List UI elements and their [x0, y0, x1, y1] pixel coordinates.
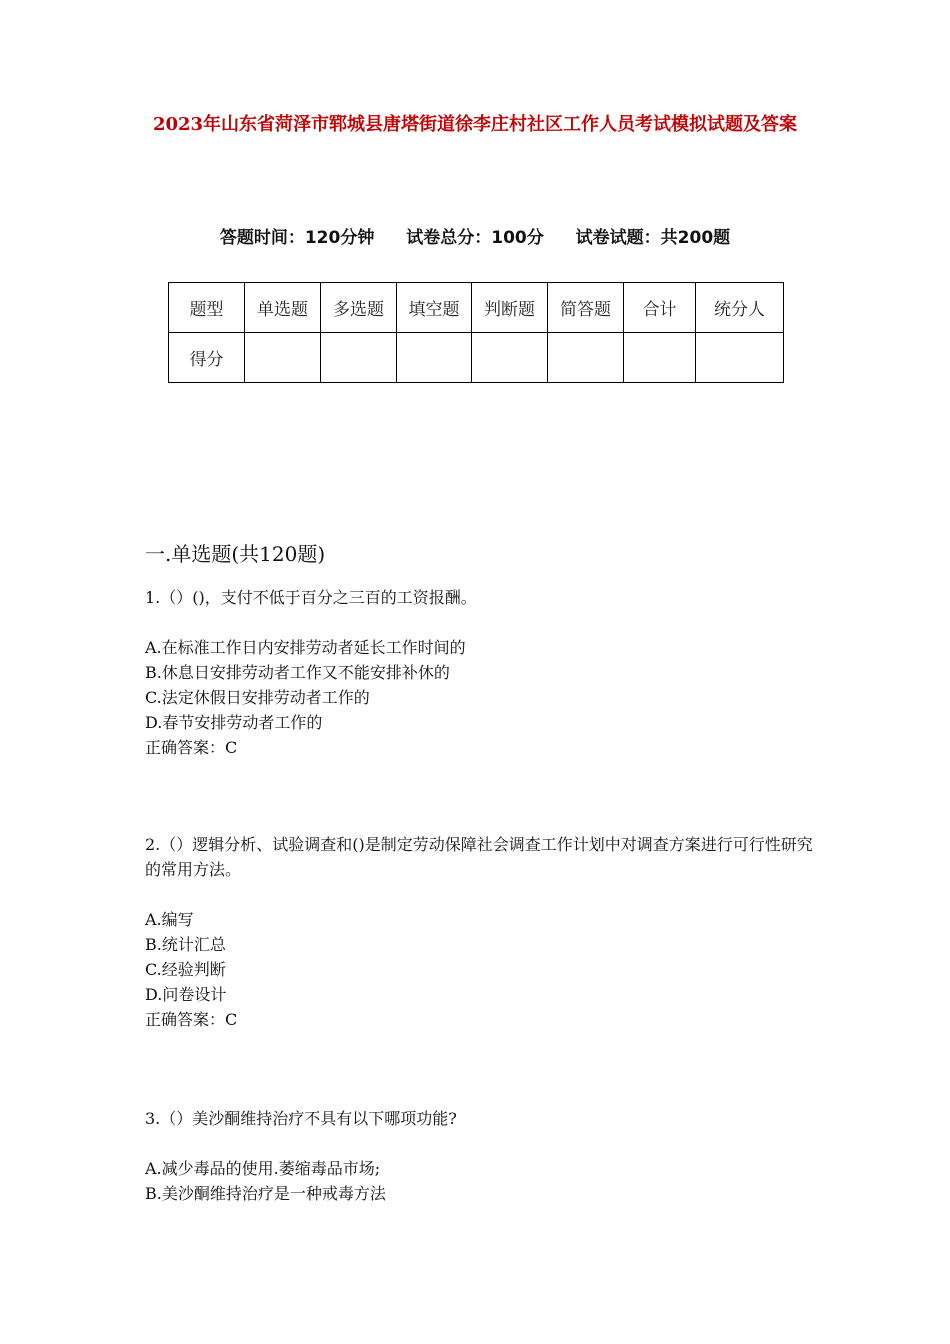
- question-1: [145, 585, 815, 760]
- header-cell-total: 合计: [624, 283, 696, 333]
- header-cell-short: 简答题: [548, 283, 624, 333]
- exam-question-count: 试卷试题：共200题: [575, 228, 731, 248]
- header-cell-fill: 填空题: [397, 283, 472, 333]
- option-b: B.统计汇总: [145, 935, 226, 954]
- question-stem: 3.（）美沙酮维持治疗不具有以下哪项功能?: [145, 1109, 457, 1128]
- question-2: [145, 832, 815, 1032]
- option-c: C.法定休假日安排劳动者工作的: [145, 688, 370, 707]
- exam-total-score: 试卷总分：100分: [406, 228, 544, 248]
- question-stem: 1.（）()，支付不低于百分之三百的工资报酬。: [145, 588, 477, 607]
- option-d: D.春节安排劳动者工作的: [145, 713, 323, 732]
- score-cell: [397, 333, 472, 383]
- question-3: [145, 1106, 815, 1206]
- score-cell: [321, 333, 397, 383]
- header-cell-judge: 判断题: [472, 283, 548, 333]
- score-cell: [696, 333, 784, 383]
- option-c: C.经验判断: [145, 960, 226, 979]
- header-cell-single: 单选题: [245, 283, 321, 333]
- header-cell-multi: 多选题: [321, 283, 397, 333]
- exam-time: 答题时间：120分钟: [219, 228, 375, 248]
- option-a: A.减少毒品的使用.萎缩毒品市场;: [145, 1159, 381, 1178]
- option-a: A.编写: [145, 910, 194, 929]
- score-cell: [245, 333, 321, 383]
- section-title: 一.单选题(共120题): [145, 542, 326, 566]
- score-row-label: 得分: [169, 333, 245, 383]
- question-stem: 2.（）逻辑分析、试验调查和()是制定劳动保障社会调查工作计划中对调查方案进行可行性研究的常用方法。: [145, 835, 813, 879]
- option-b: B.美沙酮维持治疗是一种戒毒方法: [145, 1184, 386, 1203]
- option-d: D.问卷设计: [145, 985, 227, 1004]
- score-cell: [624, 333, 696, 383]
- option-b: B.休息日安排劳动者工作又不能安排补休的: [145, 663, 450, 682]
- score-table-score-row: [169, 333, 784, 383]
- exam-meta: [0, 226, 950, 250]
- option-a: A.在标准工作日内安排劳动者延长工作时间的: [145, 638, 466, 657]
- document-title: 2023年山东省菏泽市郓城县唐塔街道徐李庄村社区工作人员考试模拟试题及答案: [152, 114, 798, 135]
- header-cell-scorer: 统分人: [696, 283, 784, 333]
- correct-answer: 正确答案：C: [145, 1010, 238, 1029]
- score-table-header-row: [169, 283, 784, 333]
- header-cell-type: 题型: [169, 283, 245, 333]
- score-cell: [472, 333, 548, 383]
- score-table: [168, 282, 784, 383]
- correct-answer: 正确答案：C: [145, 738, 238, 757]
- score-cell: [548, 333, 624, 383]
